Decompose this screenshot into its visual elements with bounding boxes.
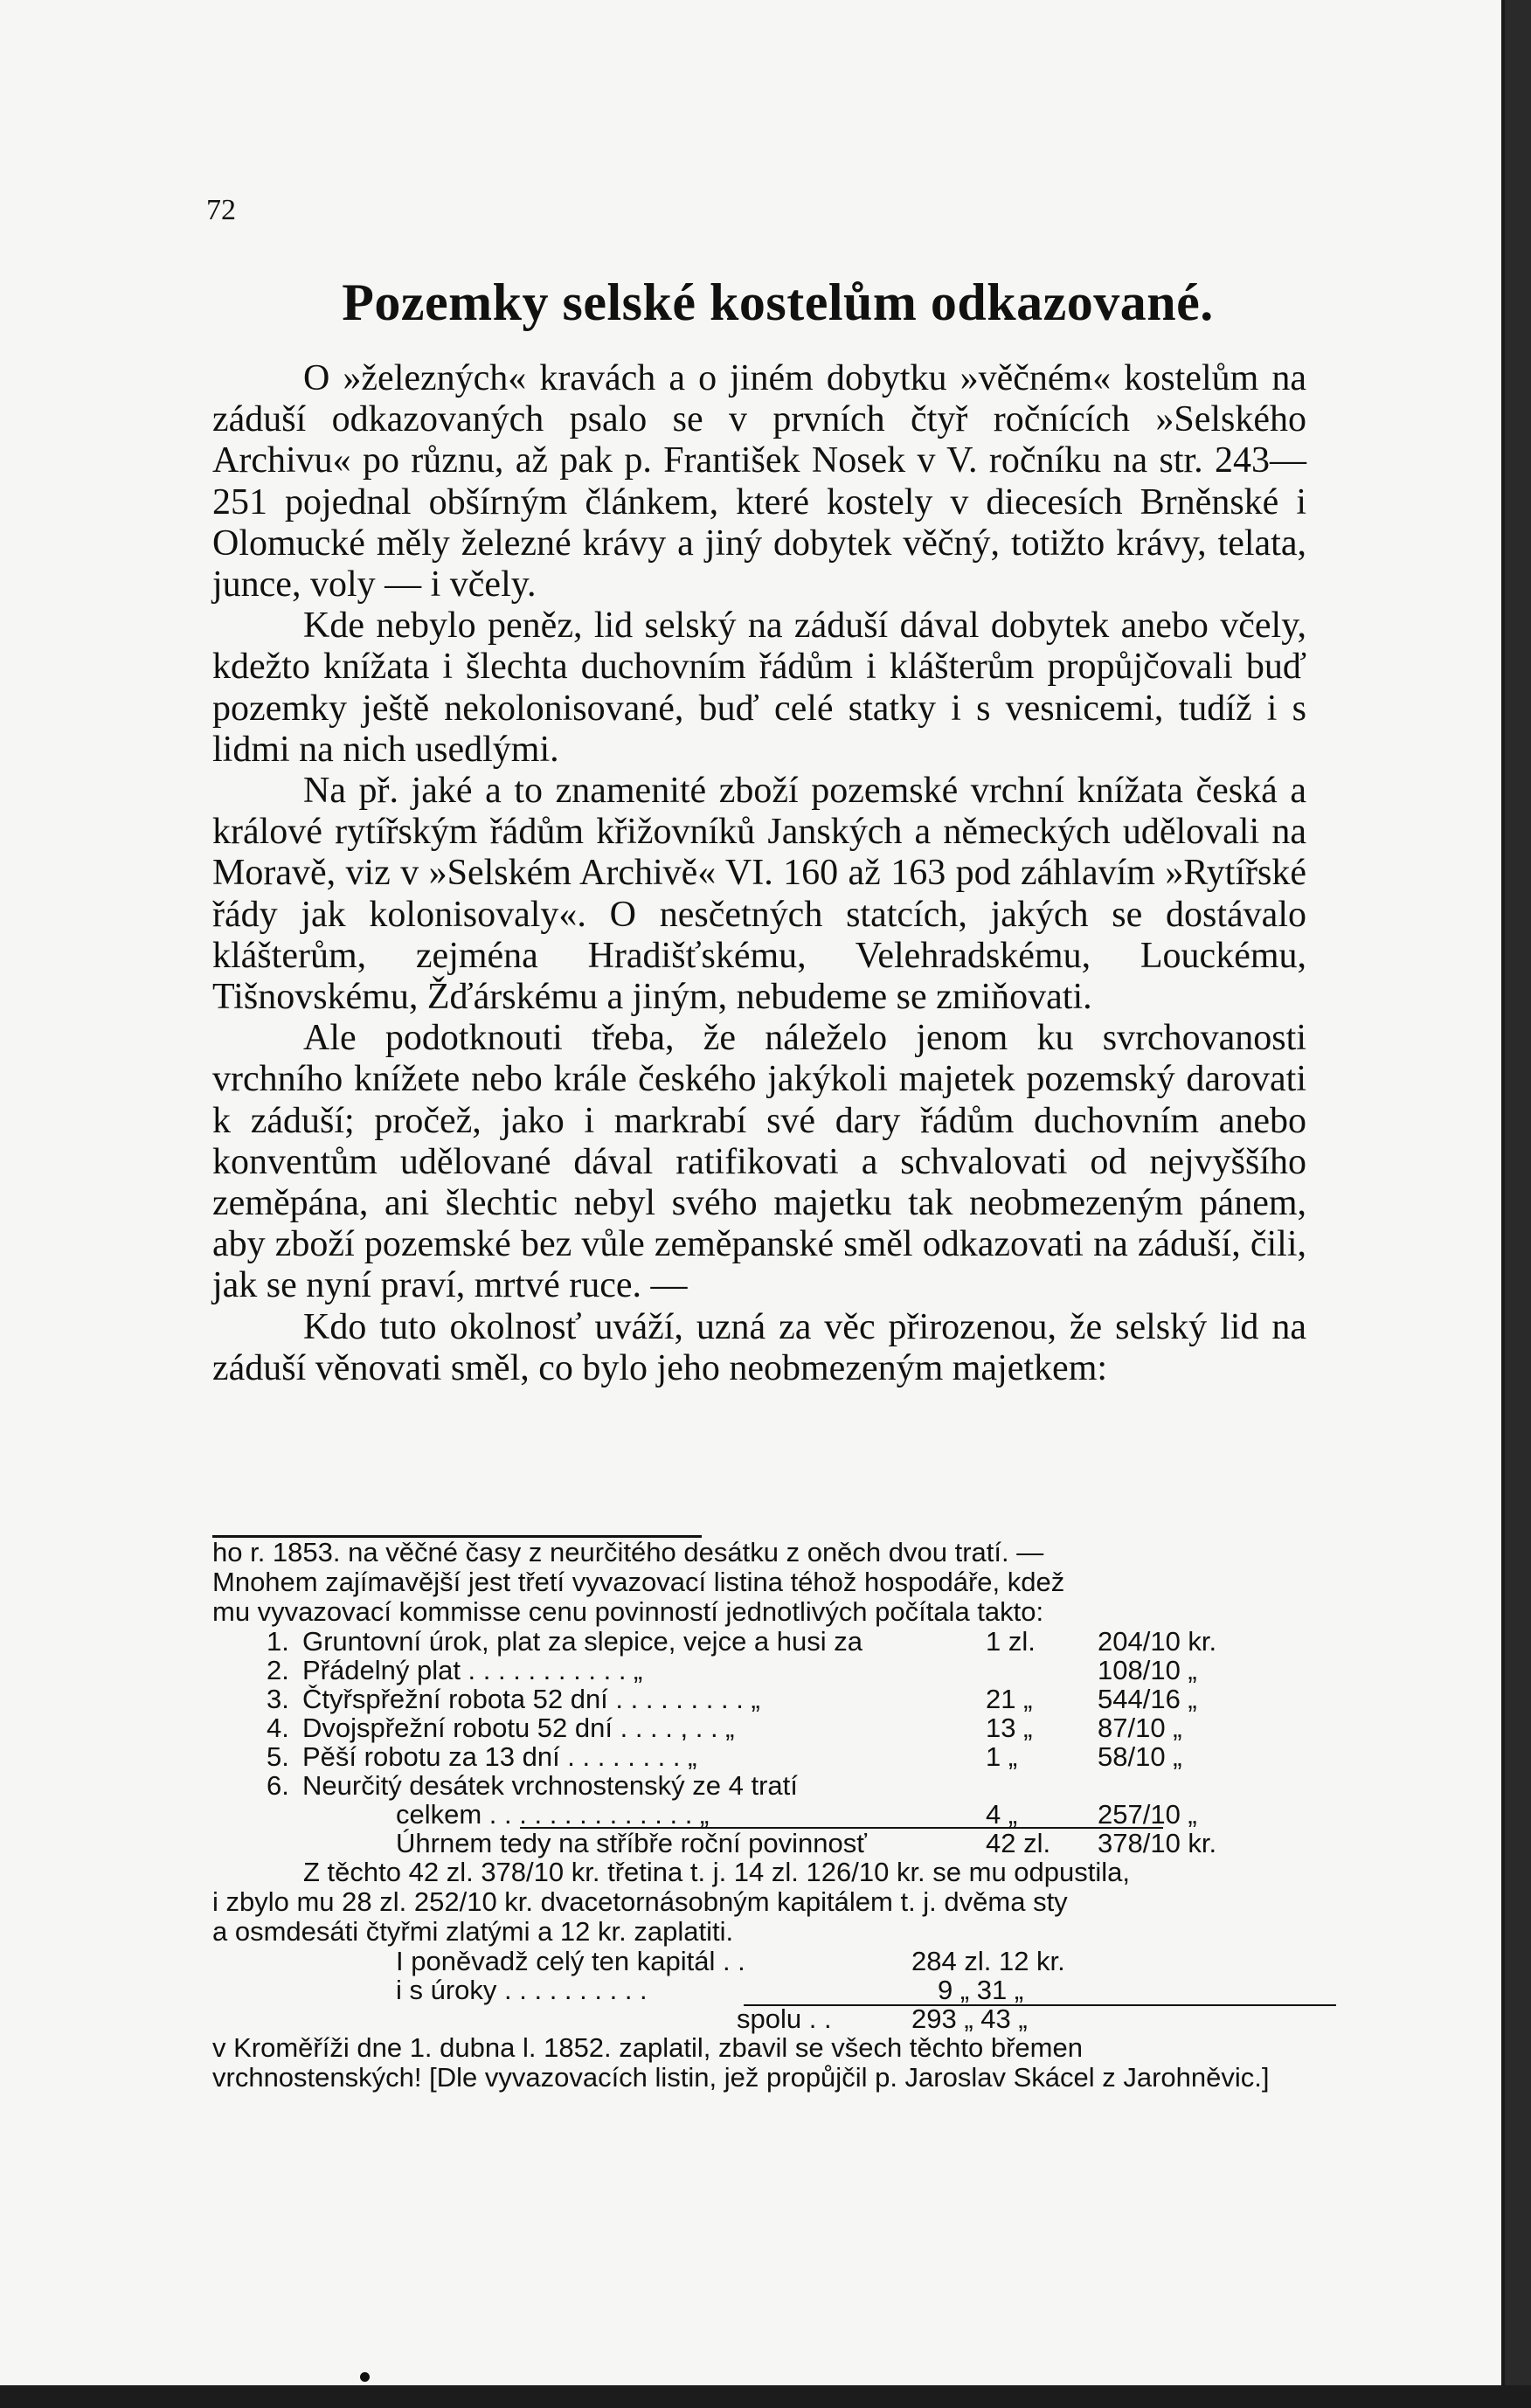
paragraph: Ale podotknouti třeba, že náleželo jenom ku svrchovanosti vrchního knížete nebo krále českého jakýkoli majetek pozemský darovati k záduší; pročež, jako i markrabí své dary řádům duchovním anebo konventům udělované dával ratifikovati a schvalovati od nejvyššího zeměpána, ani šlechtic nebyl svého majetku tak neobmezeným pánem, aby zboží pozemské bez vůle zeměpanské směl odkazovati na záduší, čili, jak se nyní praví, mrtvé ruce. — bbox=[212, 1018, 1306, 1306]
capital-label: spolu . . bbox=[737, 2003, 832, 2034]
item-kr: 87/10 „ bbox=[1098, 1713, 1182, 1743]
item-number: 3. bbox=[267, 1684, 289, 1714]
total-zl: 4 „ bbox=[986, 1799, 1018, 1830]
item-number: 6. bbox=[267, 1770, 289, 1801]
item-kr: 108/10 „ bbox=[1098, 1655, 1197, 1685]
table-row bbox=[212, 1742, 1315, 1771]
table-row bbox=[212, 1656, 1315, 1685]
paragraph: Kde nebylo peněz, lid selský na záduší dával dobytek anebo včely, kdežto knížata i šlechta duchovním řádům i klášterům propůjčovali buď pozemky ještě nekolonisované, buď celé statky i s vesnicemi, tudíž i s lidmi na nich usedlými. bbox=[212, 605, 1306, 770]
footnote-line: vrchnostenských! [Dle vyvazovacích listin, jež propůjčil p. Jaroslav Skácel z Jarohněvic.] bbox=[212, 2062, 1270, 2093]
paragraph: Kdo tuto okolnosť uváží, uzná za věc přirozenou, že selský lid na záduší věnovati směl, co bylo jeho neobmezeným majetkem: bbox=[212, 1306, 1306, 1388]
obligation-table bbox=[212, 1627, 1315, 1858]
capital-table bbox=[212, 1947, 1315, 2033]
paragraph: Na př. jaké a to znamenité zboží pozemské vrchní knížata česká a králové rytířským řádům křižovníků Janských a německých udělovali na Moravě, viz v »Selském Archivě« VI. 160 až 163 pod záhlavím »Rytířské řády jak kolonisovaly«. O nesčetných statcích, jakých se dostávalo klášterům, zejména Hradišťskému, Velehradskému, Louckému, Tišnovskému, Žďárskému a jiným, nebudeme se zmiňovati. bbox=[212, 771, 1306, 1018]
table-row bbox=[212, 1713, 1315, 1742]
item-label: Neurčitý desátek vrchnostenský ze 4 tratí bbox=[302, 1770, 798, 1801]
table-row-grand-total bbox=[212, 1829, 1315, 1858]
capital-label: i s úroky . . . . . . . . . . bbox=[396, 1975, 648, 2005]
item-number: 1. bbox=[267, 1626, 289, 1657]
footnote-line: ho r. 1853. na věčné časy z neurčitého desátku z oněch dvou tratí. — bbox=[212, 1537, 1044, 1567]
item-number: 4. bbox=[267, 1713, 289, 1743]
capital-label: I poněvadž celý ten kapitál . . bbox=[396, 1946, 745, 1976]
table-row bbox=[212, 1627, 1315, 1656]
item-label: Pěší robotu za 13 dní . . . . . . . . „ bbox=[302, 1741, 697, 1772]
footnote-line: i zbylo mu 28 zl. 252/10 kr. dvacetornásobným kapitálem t. j. dvěma sty bbox=[212, 1886, 1068, 1917]
footnote-line: a osmdesáti čtyřmi zlatými a 12 kr. zaplatiti. bbox=[212, 1916, 734, 1947]
capital-value: 293 „ 43 „ bbox=[911, 2003, 1028, 2034]
footnote bbox=[212, 1538, 1315, 2093]
scan-edge-bottom bbox=[0, 2385, 1531, 2408]
total-label: celkem . . . . . . . . . . . . . . „ bbox=[396, 1799, 710, 1830]
item-label: Dvojspřežní robotu 52 dní . . . . , . . „ bbox=[302, 1713, 735, 1743]
item-zl: 1 zl. bbox=[986, 1626, 1036, 1657]
capital-value: 9 „ 31 „ bbox=[938, 1975, 1024, 2005]
article-body bbox=[212, 358, 1306, 1389]
item-kr: 544/16 „ bbox=[1098, 1684, 1197, 1714]
item-zl: 21 „ bbox=[986, 1684, 1033, 1714]
item-number: 5. bbox=[267, 1741, 289, 1772]
ink-speck bbox=[360, 2372, 370, 2382]
footnote-line: Z těchto 42 zl. 378/10 kr. třetina t. j. 14 zl. 126/10 kr. se mu odpustila, bbox=[303, 1857, 1131, 1887]
item-label: Přádelný plat . . . . . . . . . . . „ bbox=[302, 1655, 643, 1685]
scan-edge-right bbox=[1505, 0, 1531, 2408]
table-row bbox=[212, 1771, 1315, 1800]
capital-value: 284 zl. 12 kr. bbox=[911, 1946, 1065, 1976]
table-row-total bbox=[212, 1800, 1315, 1829]
footnote-line: v Kroměříži dne 1. dubna l. 1852. zaplatil, zbavil se všech těchto břemen bbox=[212, 2032, 1083, 2063]
capital-row bbox=[212, 1947, 1315, 1976]
total-kr: 257/10 „ bbox=[1098, 1799, 1197, 1830]
table-row bbox=[212, 1685, 1315, 1713]
page-number: 72 bbox=[206, 194, 236, 226]
footnote-line: Mnohem zajímavější jest třetí vyvazovací listina téhož hospodáře, kdež bbox=[212, 1567, 1065, 1597]
grand-total-zl: 42 zl. bbox=[986, 1828, 1051, 1858]
item-number: 2. bbox=[267, 1655, 289, 1685]
item-label: Gruntovní úrok, plat za slepice, vejce a husi za bbox=[302, 1626, 862, 1657]
article-title: Pozemky selské kostelům odkazované. bbox=[342, 273, 1214, 331]
item-zl: 13 „ bbox=[986, 1713, 1033, 1743]
footnote-line: mu vyvazovací kommisse cenu povinností jednotlivých počítala takto: bbox=[212, 1596, 1044, 1627]
capital-row-total bbox=[212, 2004, 1315, 2033]
paragraph: O »železných« kravách a o jiném dobytku »věčném« kostelům na záduší odkazovaných psalo se v prvních čtyř ročnících »Selského Archivu« po různu, až pak p. František Nosek v V. ročníku na str. 243—251 pojednal obšírným článkem, které kostely v diecesích Brněnské i Olomucké měly železné krávy a jiný dobytek věčný, totižto krávy, telata, junce, voly — i včely. bbox=[212, 358, 1306, 605]
grand-total-kr: 378/10 kr. bbox=[1098, 1828, 1217, 1858]
item-kr: 204/10 kr. bbox=[1098, 1626, 1217, 1657]
item-kr: 58/10 „ bbox=[1098, 1741, 1182, 1772]
item-label: Čtyřspřežní robota 52 dní . . . . . . . . . „ bbox=[302, 1684, 760, 1714]
item-zl: 1 „ bbox=[986, 1741, 1018, 1772]
capital-row bbox=[212, 1976, 1315, 2004]
grand-total-label: Úhrnem tedy na stříbře roční povinnosť bbox=[396, 1828, 867, 1858]
